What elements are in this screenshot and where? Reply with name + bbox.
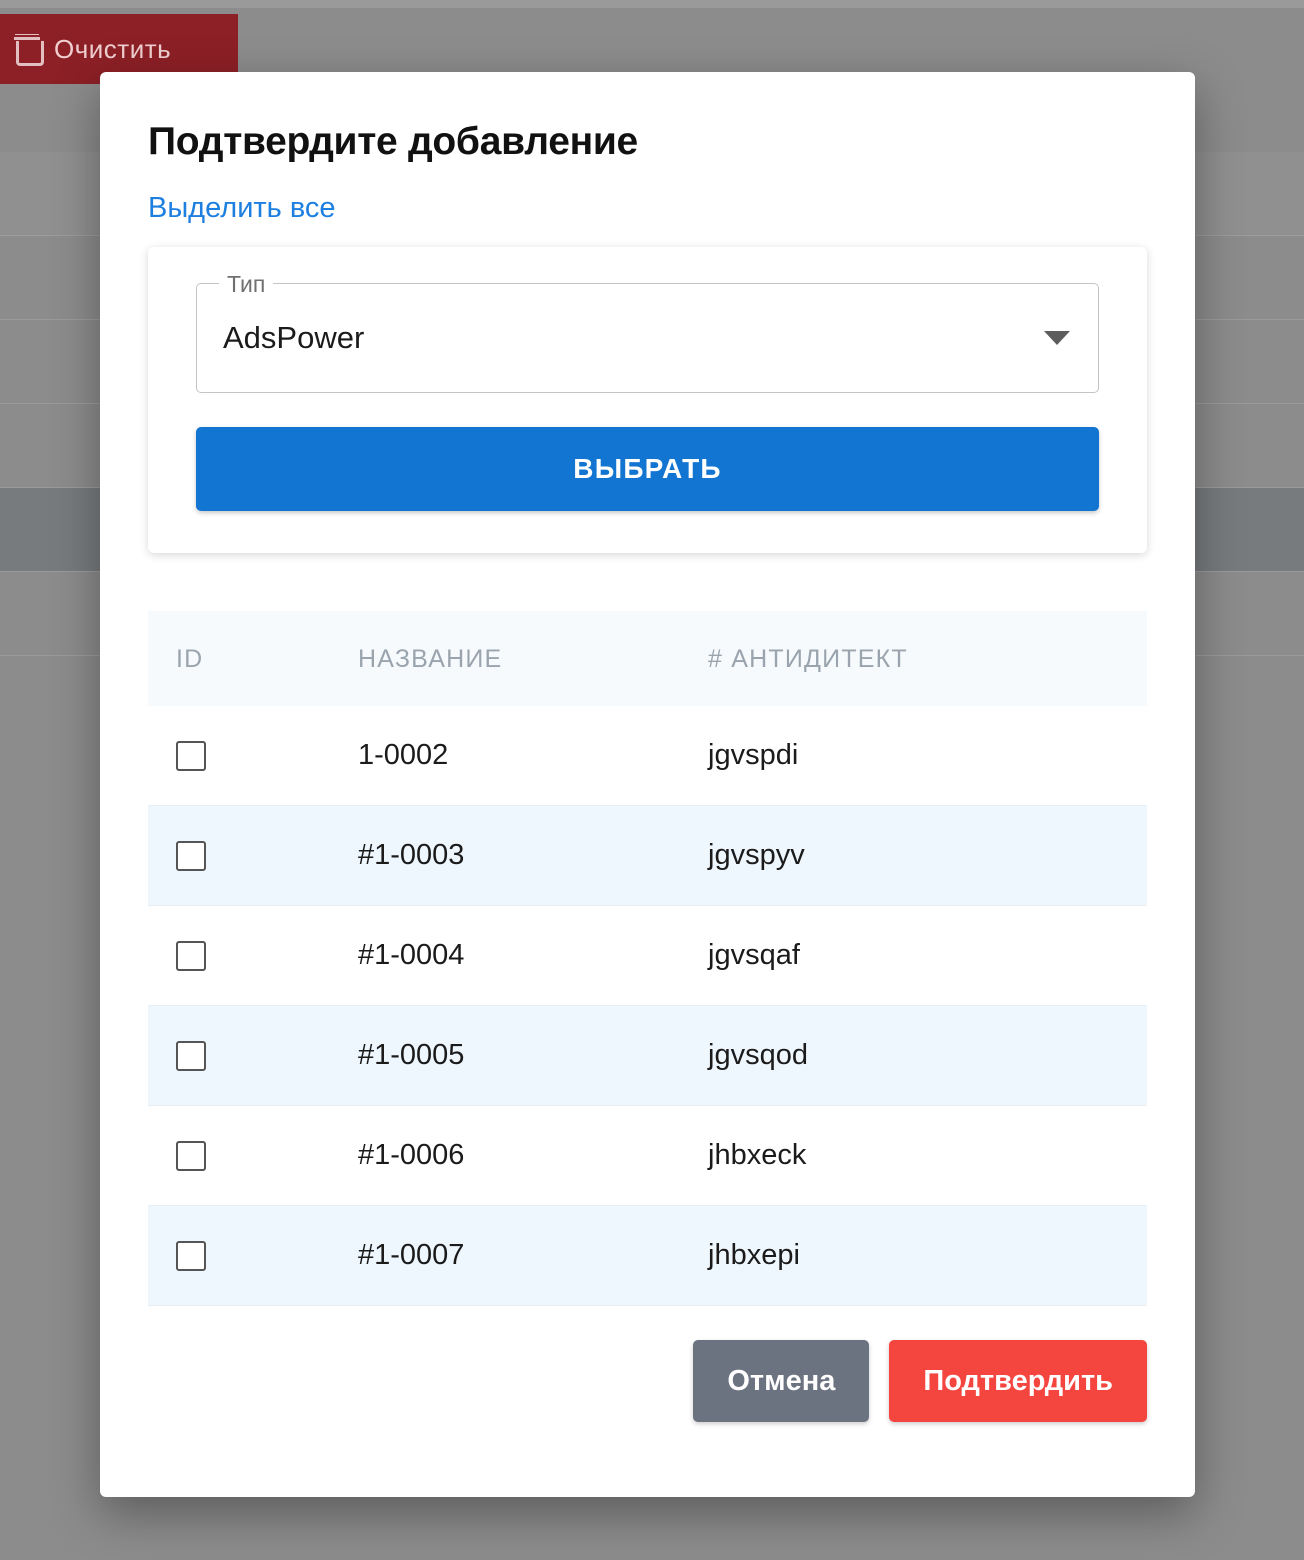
choose-button[interactable]: ВЫБРАТЬ [196, 427, 1099, 511]
table-row[interactable] [148, 706, 1147, 806]
table-cell-antidetect: jgvsqod [708, 1039, 808, 1071]
type-selector-card [148, 247, 1147, 553]
table-cell-checkbox [148, 806, 358, 906]
dialog-title: Подтвердите добавление [148, 120, 638, 163]
table-row[interactable] [148, 806, 1147, 906]
table-cell-antidetect: jhbxepi [708, 1239, 800, 1271]
row-checkbox[interactable] [176, 941, 206, 971]
row-checkbox[interactable] [176, 1041, 206, 1071]
table-cell-checkbox [148, 1006, 358, 1106]
table-cell-antidetect: jhbxeck [708, 1139, 807, 1171]
table-cell-checkbox [148, 706, 358, 806]
trash-icon [14, 35, 40, 63]
table-cell-antidetect: jgvspyv [708, 839, 805, 871]
table-cell-name: #1-0004 [358, 939, 465, 971]
table-row[interactable] [148, 1106, 1147, 1206]
type-select[interactable] [196, 271, 1099, 393]
table-cell-name: #1-0005 [358, 1039, 465, 1071]
table-header [148, 611, 1147, 706]
row-checkbox[interactable] [176, 841, 206, 871]
cancel-button[interactable]: Отмена [693, 1340, 869, 1422]
confirm-button[interactable]: Подтвердить [889, 1340, 1147, 1422]
column-header-id: ID [148, 611, 358, 706]
table-row[interactable] [148, 906, 1147, 1006]
dialog-footer [148, 1340, 1147, 1422]
table-cell-antidetect: jgvspdi [708, 739, 799, 771]
confirm-add-dialog [100, 72, 1195, 1497]
background-topbar [0, 0, 1304, 8]
table-cell-checkbox [148, 906, 358, 1006]
type-select-value: AdsPower [223, 320, 365, 355]
chevron-down-icon[interactable] [1044, 331, 1070, 345]
table-cell-antidetect: jgvsqaf [708, 939, 800, 971]
row-checkbox[interactable] [176, 1141, 206, 1171]
table-body [148, 706, 1147, 1306]
table-cell-name: #1-0006 [358, 1139, 465, 1171]
row-checkbox[interactable] [176, 1241, 206, 1271]
table-cell-name: #1-0007 [358, 1239, 465, 1271]
row-checkbox[interactable] [176, 741, 206, 771]
column-header-name: НАЗВАНИЕ [358, 611, 708, 706]
table-cell-name: 1-0002 [358, 739, 449, 771]
table-cell-checkbox [148, 1106, 358, 1206]
select-all-link[interactable]: Выделить все [148, 192, 336, 224]
table-cell-name: #1-0003 [358, 839, 465, 871]
table-row[interactable] [148, 1206, 1147, 1306]
table-row[interactable] [148, 1006, 1147, 1106]
profiles-table [148, 611, 1147, 1306]
type-select-legend: Тип [219, 271, 273, 298]
clear-button-label: Очистить [54, 33, 172, 64]
column-header-antidetect: # АНТИДИТЕКТ [708, 611, 1147, 706]
table-cell-checkbox [148, 1206, 358, 1306]
